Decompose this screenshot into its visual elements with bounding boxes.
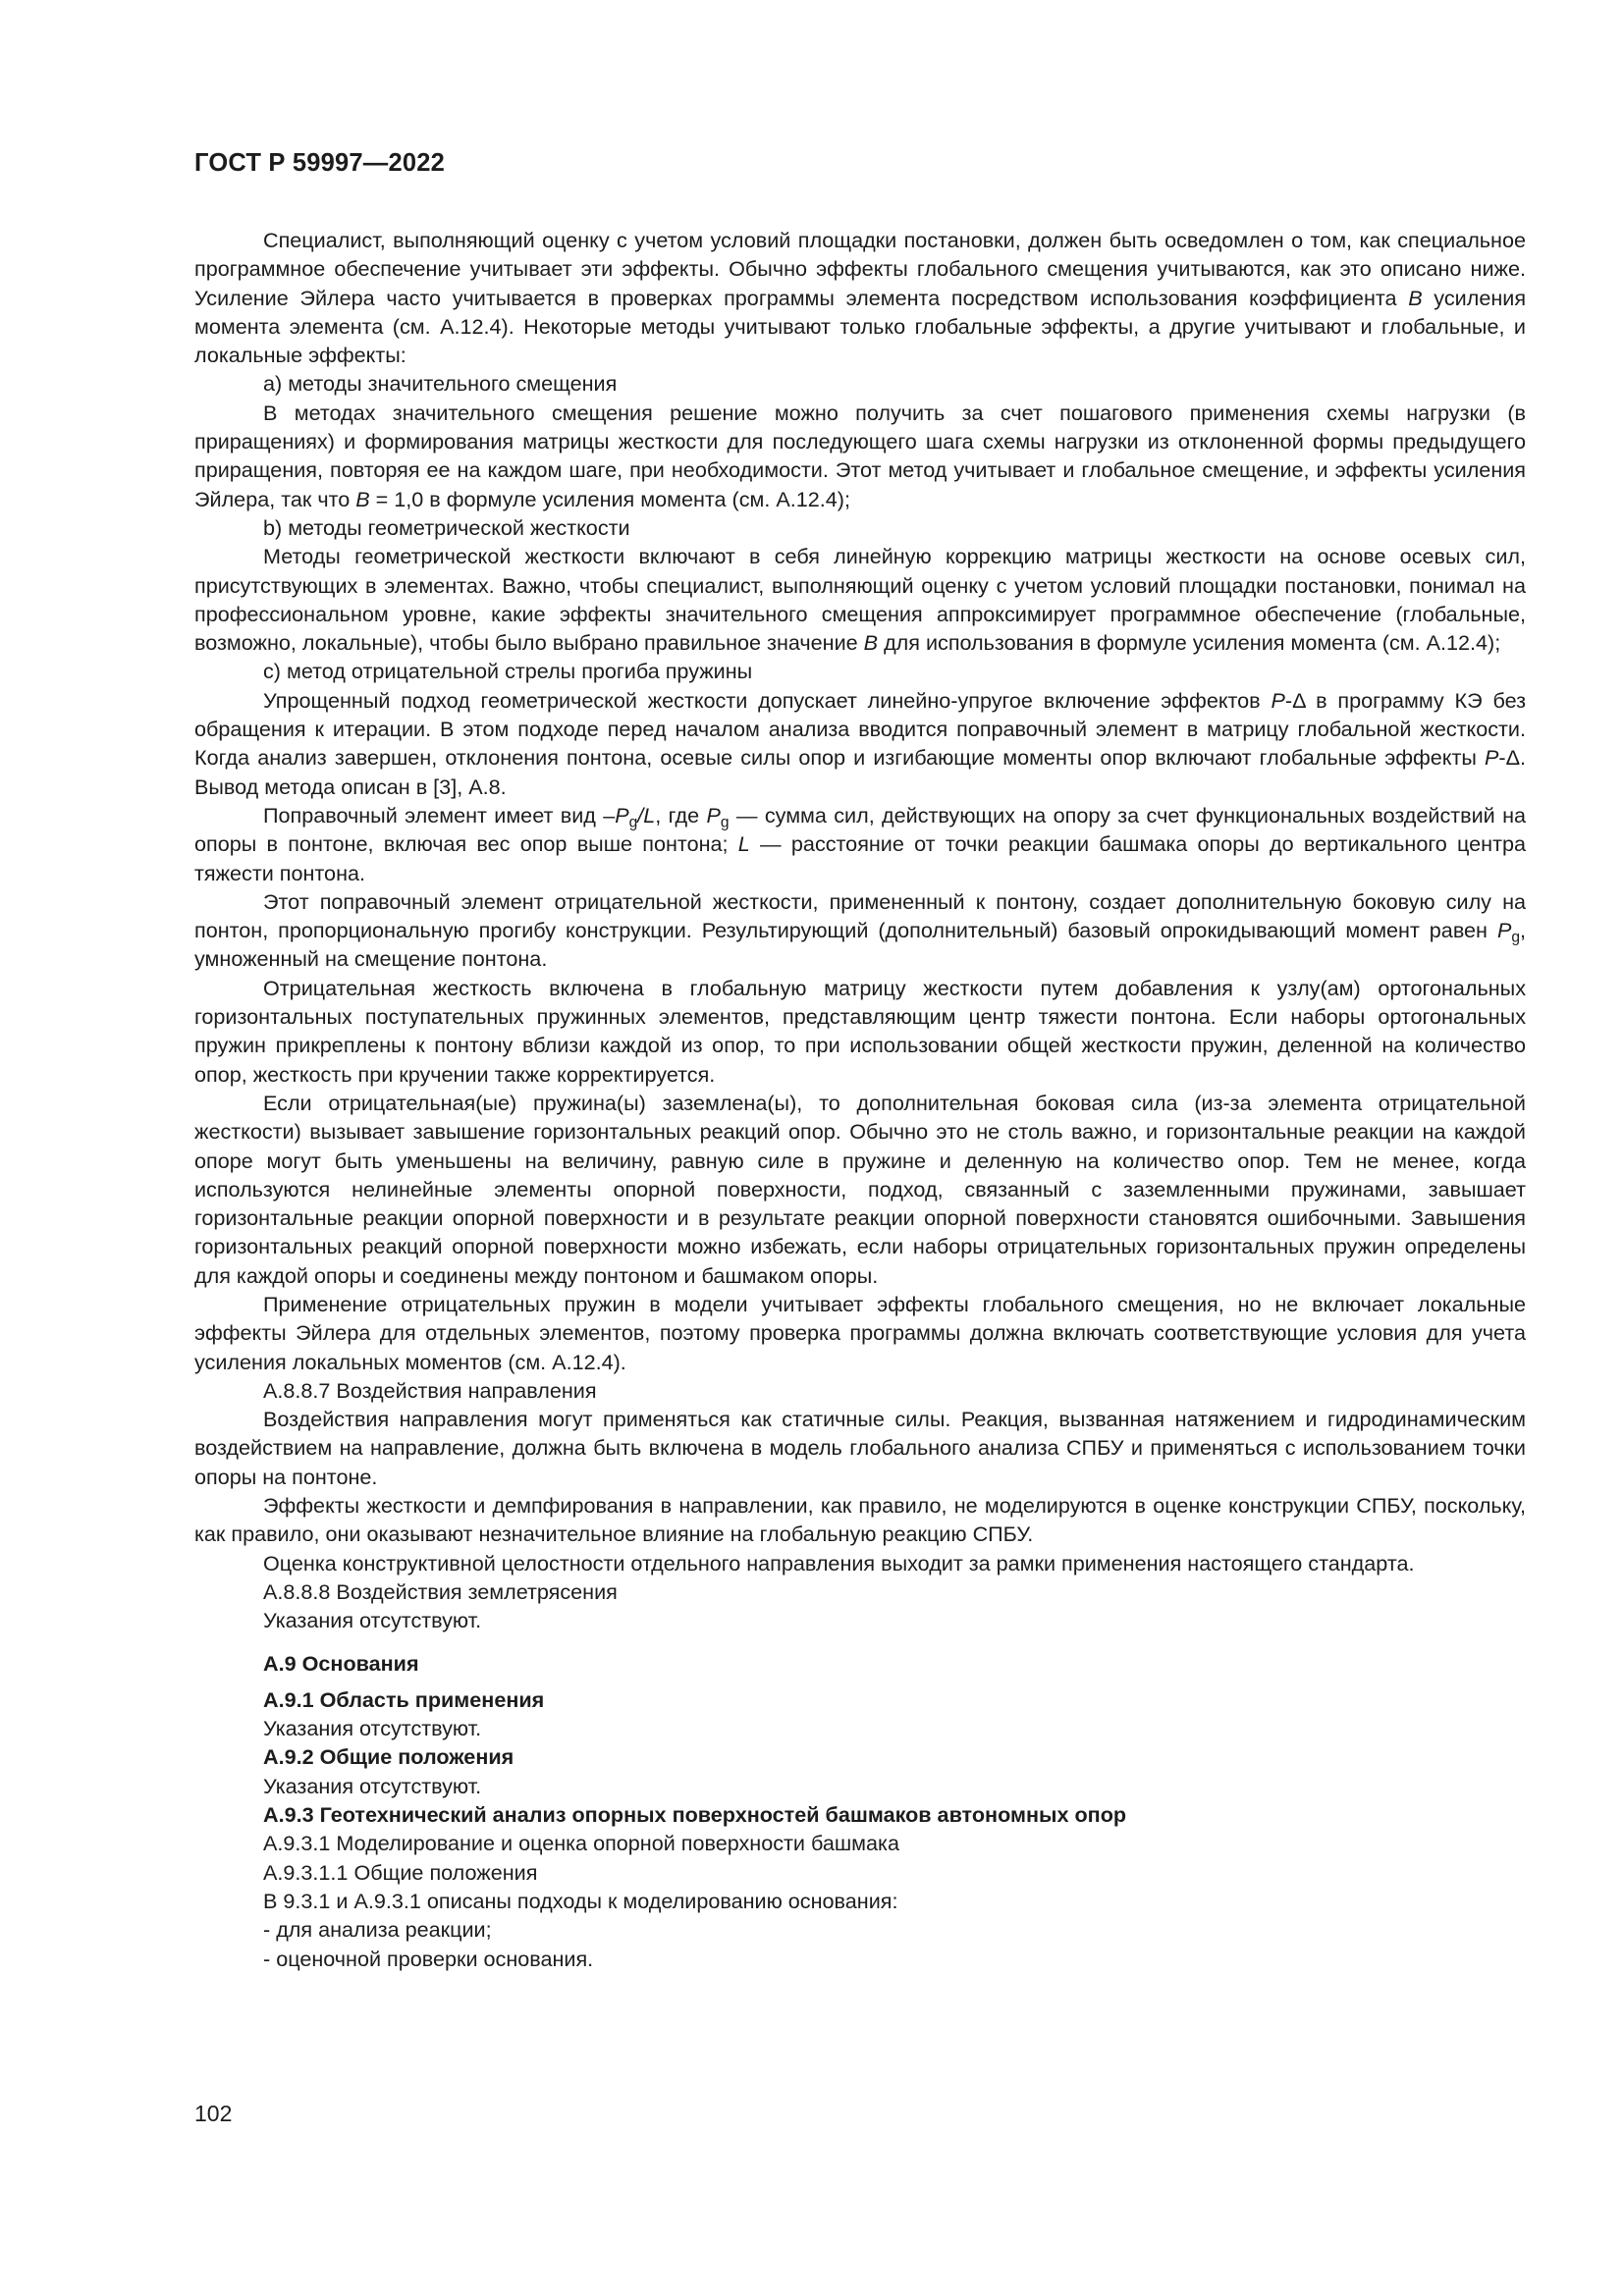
paragraph: Этот поправочный элемент отрицательной жесткости, примененный к понтону, создает дополнительную боковую силу на понтон, пропорциональную прогибу конструкции. Результирующий (дополнительный) базовый опрокидывающий момент равен $P_g$, умноженный на смещение понтона. xyxy=(194,888,1526,972)
section-heading: А.9.2 Общие положения xyxy=(263,1744,514,1770)
paragraph: Если отрицательная(ые) пружина(ы) заземлена(ы), то дополнительная боковая сила (из-за элемента отрицательной жесткости) вызывает завышение горизонтальных реакций опор. Обычно это не столь важно, и горизонтальные реакции на каждой опоре могут быть уменьшены на величину, равную силе в пружине и деленную на количество опор. Тем не менее, когда используются нелинейные элементы опорной поверхности, подход, связанный с заземленными пружинами, завышает горизонтальные реакции опорной поверхности и в результате реакции опорной поверхности становятся ошибочными. Завышения горизонтальных реакций опорной поверхности можно избежать, если наборы отрицательных горизонтальных пружин определены для каждой опоры и соединены между понтоном и башмаком опоры. xyxy=(194,1090,1526,1288)
paragraph: Методы геометрической жесткости включают в себя линейную коррекцию матрицы жесткости на основе осевых сил, присутствующих в элементах. Важно, чтобы специалист, выполняющий оценку с учетом условий площадки постановки, понимал на профессиональном уровне, какие эффекты значительного смещения аппроксимирует программное обеспечение (глобальные, возможно, локальные), чтобы было выбрано правильное значение B для использования в формуле усиления момента (см. А.12.4); xyxy=(194,544,1526,656)
section-heading: А.9.1 Область применения xyxy=(263,1686,545,1712)
section-heading: А.9.3 Геотехнический анализ опорных поверхностей башмаков автономных опор xyxy=(263,1802,1127,1828)
paragraph: Указания отсутствуют. xyxy=(263,1608,482,1633)
page-number: 102 xyxy=(194,2101,233,2126)
list-item: - оценочной проверки основания. xyxy=(263,1946,594,1971)
paragraph: Применение отрицательных пружин в модели учитывает эффекты глобального смещения, но не включает локальные эффекты Эйлера для отдельных элементов, поэтому проверка программы должна включать соответствующие условия для учета усиления локальных моментов (см. А.12.4). xyxy=(194,1291,1526,1374)
paragraph: В 9.3.1 и А.9.3.1 описаны подходы к моделированию основания: xyxy=(263,1888,898,1913)
paragraph: Указания отсутствуют. xyxy=(263,1773,482,1798)
paragraph: Воздействия направления могут применяться как статичные силы. Реакция, вызванная натяжением и гидродинамическим воздействием на направление, должна быть включена в модель глобального анализа СПБУ и применяться с использованием точки опоры на понтоне. xyxy=(194,1407,1526,1489)
list-item-c: с) метод отрицательной стрелы прогиба пружины xyxy=(263,659,753,684)
subsection-title: А.9.3.1 Моделирование и оценка опорной поверхности башмака xyxy=(263,1831,899,1856)
paragraph: Упрощенный подход геометрической жесткости допускает линейно-упругое включение эффектов P-Δ в программу КЭ без обращения к итерации. В этом подходе перед началом анализа вводится поправочный элемент в матрицу глобальной жесткости. Когда анализ завершен, отклонения понтона, осевые силы опор и изгибающие моменты опор включают глобальные эффекты P-Δ. Вывод метода описан в [3], А.8. xyxy=(194,687,1527,799)
paragraph: В методах значительного смещения решение можно получить за счет пошагового применения схемы нагрузки (в приращениях) и формирования матрицы жесткости для последующего шага схемы нагрузки из отклоненной формы предыдущего приращения, повторяя ее на каждом шаге, при необходимости. Этот метод учитывает и глобальное смещение, и эффекты усиления Эйлера, так что B = 1,0 в формуле усиления момента (см. А.12.4); xyxy=(194,400,1526,511)
section-heading: А.9 Основания xyxy=(263,1650,419,1676)
paragraph: Эффекты жесткости и демпфирования в направлении, как правило, не моделируются в оценке конструкции СПБУ, поскольку, как правило, они оказывают незначительное влияние на глобальную реакцию СПБУ. xyxy=(194,1493,1526,1547)
subsection-title: А.8.8.7 Воздействия направления xyxy=(263,1377,597,1403)
paragraph: Поправочный элемент имеет вид $-P_g/L$, где $P_g$ — сумма сил, действующих на опору за счет функциональных воздействий на опоры в понтоне, включая вес опор выше понтона; L — расстояние от точки реакции башмака опоры до вертикального центра тяжести понтона. xyxy=(194,802,1527,885)
paragraph: Оценка конструктивной целостности отдельного направления выходит за рамки применения настоящего стандарта. xyxy=(263,1550,1415,1575)
subsection-title: А.9.3.1.1 Общие положения xyxy=(263,1859,538,1885)
paragraph: Отрицательная жесткость включена в глобальную матрицу жесткости путем добавления к узлу(ам) ортогональных горизонтальных поступательных пружинных элементов, представляющим центр тяжести понтона. Если наборы ортогональных пружин прикреплены к понтону вблизи каждой из опор, то при использовании общей жесткости пружин, деленной на количество опор, жесткость при кручении также корректируется. xyxy=(194,975,1526,1087)
paragraph: Указания отсутствуют. xyxy=(263,1716,482,1741)
paragraph: Специалист, выполняющий оценку с учетом условий площадки постановки, должен быть осведомлен о том, как специальное программное обеспечение учитывает эти эффекты. Обычно эффекты глобального смещения учитываются, как это описано ниже. Усиление Эйлера часто учитывается в проверках программы элемента посредством использования коэффициента B усиления момента элемента (см. А.12.4). Некоторые методы учитывают только глобальные эффекты, а другие учитывают и глобальные, и локальные эффекты: xyxy=(194,228,1527,368)
list-item: - для анализа реакции; xyxy=(263,1917,492,1943)
list-item-a: а) методы значительного смещения xyxy=(263,371,618,397)
document-body xyxy=(194,226,1526,1973)
document-header: ГОСТ Р 59997—2022 xyxy=(194,149,446,177)
subsection-title: А.8.8.8 Воздействия землетрясения xyxy=(263,1578,618,1604)
list-item-b: b) методы геометрической жесткости xyxy=(263,514,630,540)
